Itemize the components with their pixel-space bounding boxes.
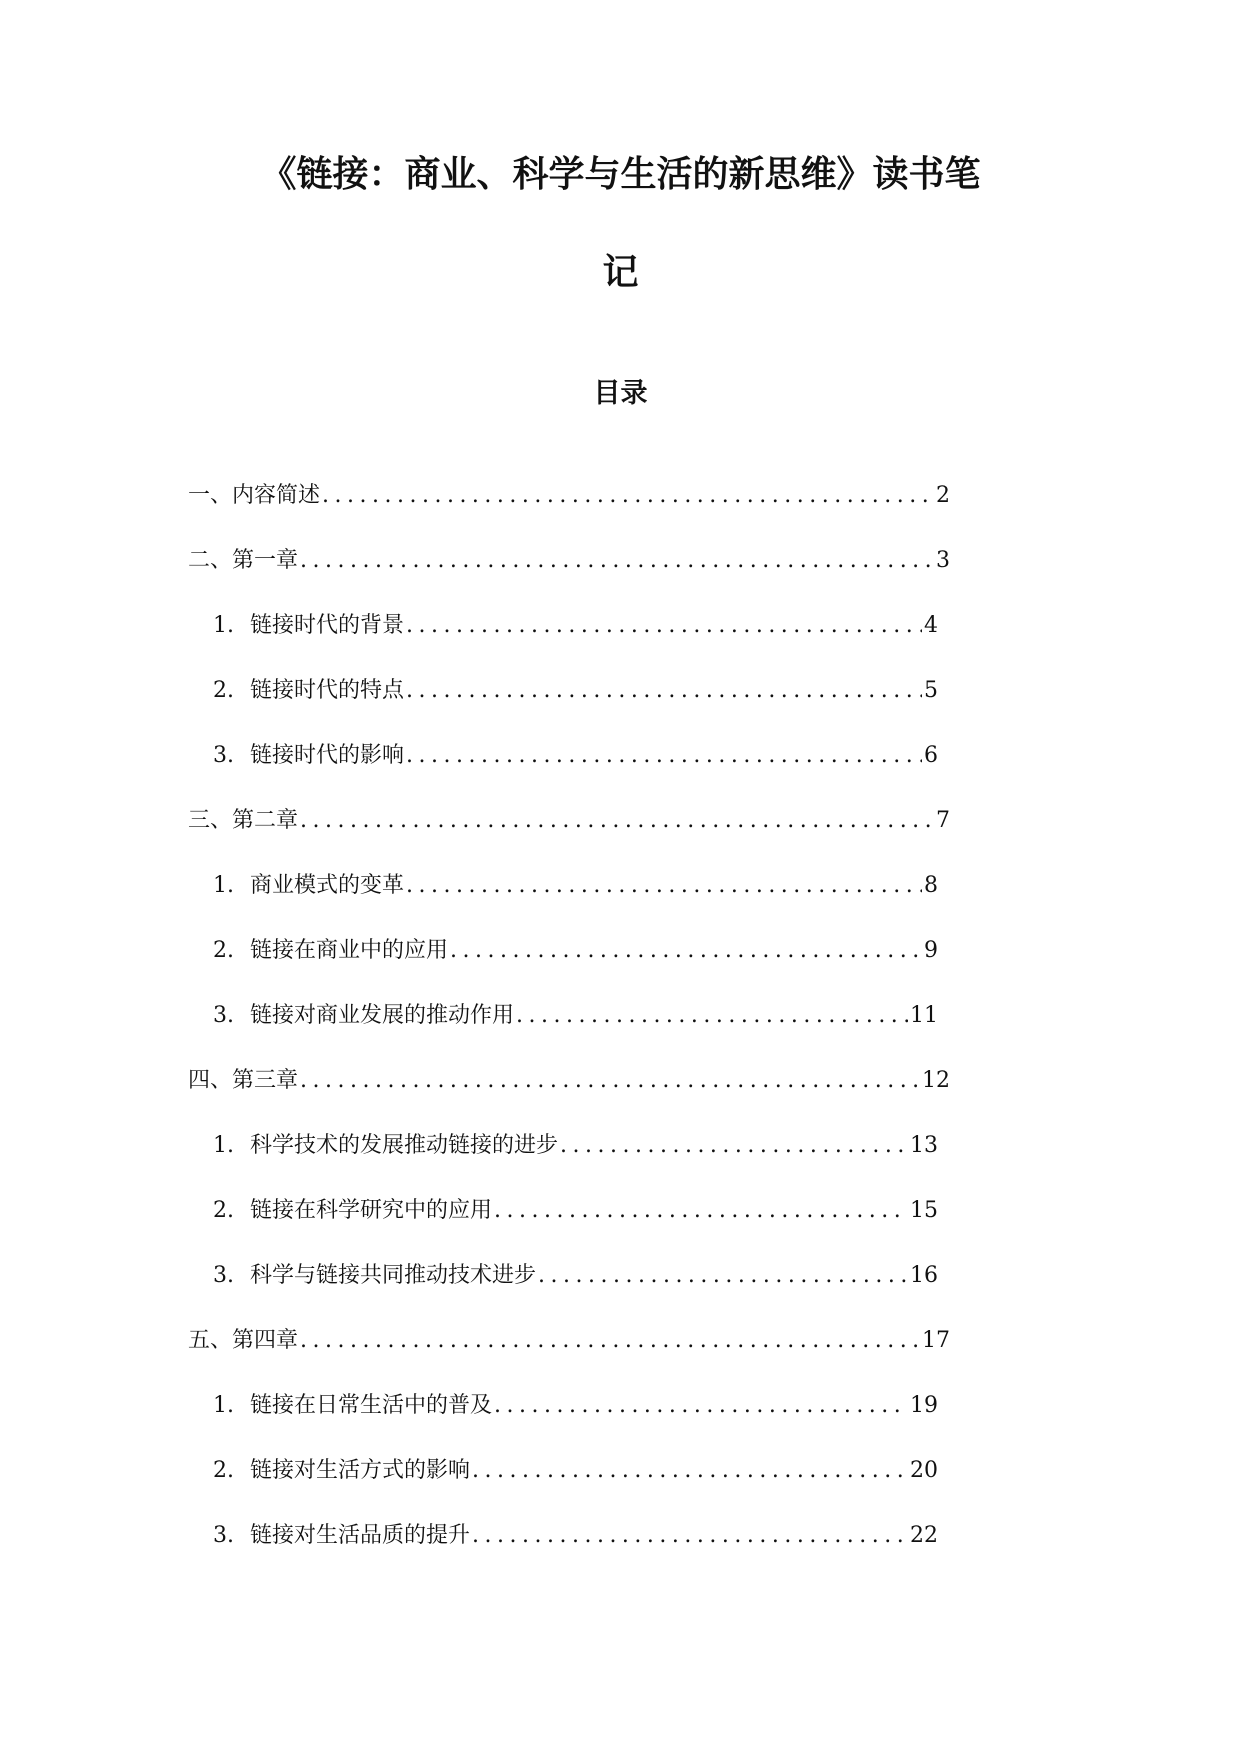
toc-entry-label: 二、第一章 bbox=[188, 548, 299, 573]
toc-entry-page-number: 9 bbox=[924, 938, 938, 963]
toc-entry-label: 链接对生活品质的提升 bbox=[250, 1523, 471, 1548]
toc-entry[interactable] bbox=[0, 1457, 938, 1522]
toc-entry[interactable] bbox=[0, 1197, 938, 1262]
toc-entry-label: 四、第三章 bbox=[188, 1068, 299, 1093]
toc-entry-label: 三、第二章 bbox=[188, 808, 299, 833]
toc-dot-leader bbox=[538, 1262, 908, 1290]
toc-entry[interactable] bbox=[0, 1067, 950, 1132]
toc-dot-leader bbox=[406, 677, 922, 705]
toc-entry-page-number: 17 bbox=[922, 1328, 950, 1353]
toc-dot-leader bbox=[300, 547, 934, 575]
toc-dot-leader bbox=[472, 1457, 908, 1485]
toc-entry-number: 3. bbox=[213, 1263, 234, 1288]
toc-entry[interactable] bbox=[0, 1132, 938, 1197]
toc-entry-number: 2. bbox=[213, 938, 234, 963]
toc-entry-label: 科学与链接共同推动技术进步 bbox=[250, 1263, 537, 1288]
toc-entry-label: 链接在科学研究中的应用 bbox=[250, 1198, 493, 1223]
toc-dot-leader bbox=[494, 1392, 908, 1420]
toc-entry-page-number: 6 bbox=[924, 743, 938, 768]
toc-entry-label: 链接对生活方式的影响 bbox=[250, 1458, 471, 1483]
toc-entry[interactable] bbox=[0, 872, 938, 937]
toc-entry[interactable] bbox=[0, 677, 938, 742]
document-title-line-2: 记 bbox=[602, 252, 639, 293]
toc-entry[interactable] bbox=[0, 612, 938, 677]
toc-entry-number: 2. bbox=[213, 678, 234, 703]
toc-entry-page-number: 3 bbox=[936, 548, 950, 573]
toc-entry-page-number: 11 bbox=[910, 1003, 938, 1028]
toc-entry-page-number: 19 bbox=[910, 1393, 938, 1418]
toc-heading: 目录 bbox=[593, 378, 648, 409]
toc-entry[interactable] bbox=[0, 1262, 938, 1327]
toc-entry-number: 1. bbox=[213, 1133, 234, 1158]
toc-entry[interactable] bbox=[0, 1392, 938, 1457]
toc-entry-page-number: 4 bbox=[924, 613, 938, 638]
toc-dot-leader bbox=[300, 1327, 920, 1355]
toc-dot-leader bbox=[472, 1522, 908, 1550]
document-title-line-1: 《链接：商业、科学与生活的新思维》读书笔 bbox=[260, 154, 981, 195]
toc-entry-number: 3. bbox=[213, 1523, 234, 1548]
toc-dot-leader bbox=[300, 807, 934, 835]
toc-entry-label: 商业模式的变革 bbox=[250, 873, 405, 898]
toc-entry-page-number: 12 bbox=[922, 1068, 950, 1093]
toc-entry-page-number: 5 bbox=[924, 678, 938, 703]
toc-entry-label: 链接对商业发展的推动作用 bbox=[250, 1003, 515, 1028]
toc-entry-number: 2. bbox=[213, 1198, 234, 1223]
toc-dot-leader bbox=[560, 1132, 908, 1160]
toc-entry-label: 链接时代的背景 bbox=[250, 613, 405, 638]
toc-dot-leader bbox=[300, 1067, 920, 1095]
toc-dot-leader bbox=[494, 1197, 908, 1225]
toc-dot-leader bbox=[406, 742, 922, 770]
toc-entry-number: 2. bbox=[213, 1458, 234, 1483]
toc-dot-leader bbox=[406, 872, 922, 900]
toc-entry-label: 链接时代的影响 bbox=[250, 743, 405, 768]
toc-entry-number: 1. bbox=[213, 873, 234, 898]
toc-entry[interactable] bbox=[0, 547, 950, 612]
toc-entry-label: 五、第四章 bbox=[188, 1328, 299, 1353]
toc-entry-page-number: 16 bbox=[910, 1263, 938, 1288]
toc-dot-leader bbox=[406, 612, 922, 640]
toc-dot-leader bbox=[516, 1002, 908, 1030]
toc-entry[interactable] bbox=[0, 742, 938, 807]
toc-dot-leader bbox=[322, 482, 934, 510]
toc-entry-label: 一、内容简述 bbox=[188, 483, 321, 508]
toc-dot-leader bbox=[450, 937, 922, 965]
toc-entry-label: 科学技术的发展推动链接的进步 bbox=[250, 1133, 559, 1158]
toc-entry-page-number: 22 bbox=[910, 1523, 938, 1548]
toc-entry-page-number: 20 bbox=[910, 1458, 938, 1483]
toc-entry-number: 1. bbox=[213, 613, 234, 638]
toc-entry-number: 1. bbox=[213, 1393, 234, 1418]
toc-entry-page-number: 7 bbox=[936, 808, 950, 833]
toc-entry[interactable] bbox=[0, 807, 950, 872]
toc-entry-page-number: 15 bbox=[910, 1198, 938, 1223]
toc-entry[interactable] bbox=[0, 1522, 938, 1587]
toc-entry-label: 链接在日常生活中的普及 bbox=[250, 1393, 493, 1418]
toc-entry-label: 链接在商业中的应用 bbox=[250, 938, 449, 963]
table-of-contents bbox=[0, 482, 1241, 1587]
toc-entry[interactable] bbox=[0, 482, 950, 547]
toc-entry-page-number: 8 bbox=[924, 873, 938, 898]
toc-entry[interactable] bbox=[0, 1002, 938, 1067]
toc-entry-number: 3. bbox=[213, 1003, 234, 1028]
toc-entry-page-number: 2 bbox=[936, 483, 950, 508]
toc-entry-page-number: 13 bbox=[910, 1133, 938, 1158]
toc-entry[interactable] bbox=[0, 937, 938, 1002]
toc-entry[interactable] bbox=[0, 1327, 950, 1392]
toc-entry-number: 3. bbox=[213, 743, 234, 768]
toc-entry-label: 链接时代的特点 bbox=[250, 678, 405, 703]
